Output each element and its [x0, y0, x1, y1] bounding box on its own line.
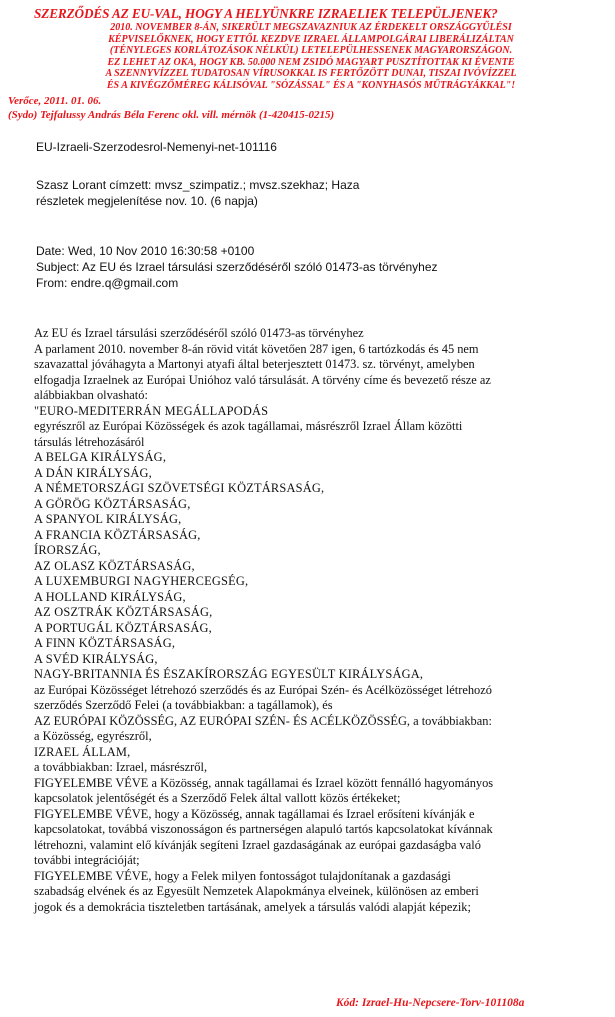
- body-line: kapcsolatokat, továbbá viszonosságon és partnerségen alapuló tartós kapcsolatokat kívánnak: [34, 822, 493, 836]
- intro-line: 2010. NOVEMBER 8-ÁN, SIKERÜLT MEGSZAVAZNIUK AZ ÉRDEKELT ORSZÁGGYŰLÉSI: [110, 22, 512, 33]
- body-line: A PORTUGÁL KÖZTÁRSASÁG,: [34, 620, 212, 635]
- recipient-line: Szasz Lorant címzett: mvsz_szimpatiz.; mvsz.szekhaz; Haza: [36, 178, 360, 192]
- body-line: A SPANYOL KIRÁLYSÁG,: [34, 512, 182, 526]
- body-line: A parlament 2010. november 8-án rövid vitát követően 287 igen, 6 tartózkodás és 45 nem: [34, 341, 479, 356]
- email-subject: Subject: Az EU és Izrael társulási szerződéséről szóló 01473-as törvényhez: [36, 260, 438, 274]
- body-line: IZRAEL ÁLLAM,: [34, 744, 131, 759]
- intro-line: ÉS A KIVÉGZŐMÉREG KÁLISÓVAL "SÓZÁSSAL" ÉS A "KONYHASÓS MŰTRÁGYÁKKAL"!: [106, 79, 516, 91]
- body-line: AZ OSZTRÁK KÖZTÁRSASÁG,: [34, 605, 213, 619]
- intro-line: KÉPVISELŐKNEK, HOGY ETTŐL KEZDVE IZRAEL ÁLLAMPOLGÁRAI LIBERÁLIZÁLTAN: [108, 33, 514, 45]
- body-line: AZ OLASZ KÖZTÁRSASÁG,: [34, 558, 195, 573]
- body-line: Az EU és Izrael társulási szerződéséről szóló 01473-as törvényhez: [34, 326, 364, 340]
- body-line: kapcsolatok jelentőségét és a Szerződő Felek által vallott közös értékeket;: [34, 791, 401, 805]
- body-line: A FINN KÖZTÁRSASÁG,: [34, 636, 176, 650]
- body-line: elfogadja Izraelnek az Európai Unióhoz való társulását. A törvény címe és bevezető része az: [34, 372, 491, 387]
- body-line: ÍRORSZÁG,: [34, 543, 101, 557]
- body-line: FIGYELEMBE VÉVE, hogy a Felek milyen fontosságot tulajdonítanak a gazdasági: [34, 868, 451, 883]
- headline: SZERZŐDÉS AZ EU-VAL, HOGY A HELYÜNKRE IZRAELIEK TELEPÜLJENEK?: [34, 6, 498, 21]
- place-date: Verőce, 2011. 01. 06.: [8, 95, 102, 107]
- body-line: egyrészről az Európai Közösségek és azok tagállamai, másrészről Izrael Állam közötti: [34, 419, 463, 433]
- body-line: NAGY-BRITANNIA ÉS ÉSZAKÍRORSZÁG EGYESÜLT KIRÁLYSÁGA,: [34, 667, 424, 681]
- intro-paragraph: [8, 22, 614, 92]
- body-line: FIGYELEMBE VÉVE a Közösség, annak tagállamai és Izrael között fennálló hagyományos: [34, 775, 494, 790]
- author-line: (Sydo) Tejfalussy András Béla Ferenc okl. vill. mérnök (1-420415-0215): [8, 109, 335, 121]
- body-line: szavazattal jóváhagyta a Martonyi atyafi által beterjesztett 01473. sz. törvényt, amelyben: [34, 357, 475, 371]
- details-line: részletek megjelenítése nov. 10. (6 napja): [36, 194, 258, 208]
- body-line: FIGYELEMBE VÉVE, hogy a Közösség, annak tagállamai és Izrael erősíteni kívánják e: [34, 806, 475, 821]
- body-line: "EURO-MEDITERRÁN MEGÁLLAPODÁS: [34, 403, 269, 418]
- body-line: A DÁN KIRÁLYSÁG,: [34, 465, 152, 480]
- document-code: Kód: Izrael-Hu-Nepcsere-Torv-101108a: [336, 997, 525, 1009]
- intro-line: (TÉNYLEGES KORLÁTOZÁSOK NÉLKÜL) LETELEPÜLHESSENEK MAGYARORSZÁGON.: [109, 45, 513, 57]
- body-line: A SVÉD KIRÁLYSÁG,: [34, 651, 158, 666]
- body-text: [34, 326, 610, 915]
- body-line: létrehozni, valamint elő kívánják segíteni Izrael gazdaságának az európai gazdaságba való: [34, 837, 481, 852]
- email-date: Date: Wed, 10 Nov 2010 16:30:58 +0100: [36, 244, 255, 258]
- intro-line: A SZENNYVÍZZEL TUDATOSAN VÍRUSOKKAL IS FERTŐZÖTT DUNAI, TISZAI IVÓVÍZZEL: [105, 68, 517, 80]
- body-line: A GÖRÖG KÖZTÁRSASÁG,: [34, 496, 191, 511]
- body-line: A HOLLAND KIRÁLYSÁG,: [34, 589, 186, 604]
- body-line: társulás létrehozásáról: [34, 434, 145, 449]
- body-line: az Európai Közösséget létrehozó szerződés és az Európai Szén- és Acélközösséget létrehozó: [34, 682, 492, 697]
- body-line: A FRANCIA KÖZTÁRSASÁG,: [34, 527, 201, 542]
- body-line: további integrációját;: [34, 853, 140, 867]
- body-line: jogok és a demokrácia tiszteletben tartásának, amelyek a társulás valódi alapját képezik;: [34, 899, 471, 914]
- email-from: From: endre.q@gmail.com: [36, 276, 179, 290]
- body-line: A BELGA KIRÁLYSÁG,: [34, 450, 167, 464]
- body-line: szerződés Szerződő Felei (a továbbiakban: a tagállamok), és: [34, 698, 333, 712]
- body-line: a továbbiakban: Izrael, másrészről,: [34, 760, 208, 774]
- file-code: EU-Izraeli-Szerzodesrol-Nemenyi-net-101116: [36, 140, 277, 154]
- body-line: A LUXEMBURGI NAGYHERCEGSÉG,: [34, 574, 249, 588]
- body-line: szabadság elvének és az Egyesült Nemzetek Alapokmánya elveinek, különösen az emberi: [34, 884, 479, 898]
- body-line: A NÉMETORSZÁGI SZÖVETSÉGI KÖZTÁRSASÁG,: [34, 481, 325, 495]
- intro-line: EZ LEHET AZ OKA, HOGY KB. 50.000 NEM ZSIDÓ MAGYART PUSZTÍTOTTAK KI ÉVENTE: [107, 56, 515, 68]
- body-line: AZ EURÓPAI KÖZÖSSÉG, AZ EURÓPAI SZÉN- ÉS ACÉLKÖZÖSSÉG, a továbbiakban:: [34, 713, 492, 728]
- body-line: a Közösség, egyrészről,: [34, 729, 152, 743]
- body-line: alábbiakban olvasható:: [34, 388, 148, 402]
